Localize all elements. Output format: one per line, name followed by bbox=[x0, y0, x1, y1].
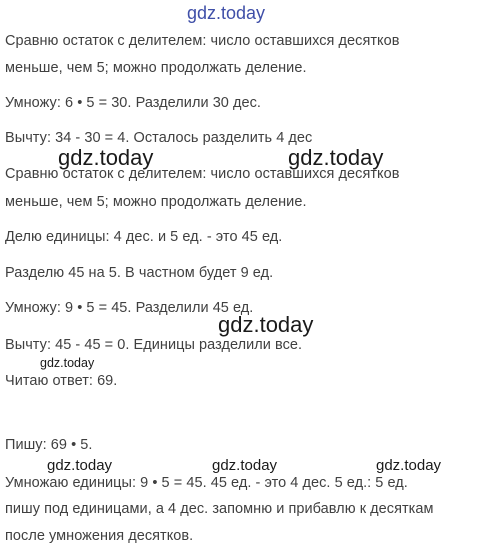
text-line: Разделю 45 на 5. В частном будет 9 ед. bbox=[5, 265, 274, 281]
text-line: после умножения десятков. bbox=[5, 528, 194, 544]
text-line: Умножу: 9 • 5 = 45. Разделили 45 ед. bbox=[5, 300, 254, 316]
text-line: Делю единицы: 4 дес. и 5 ед. - это 45 ед. bbox=[5, 229, 283, 245]
text-line: меньше, чем 5; можно продолжать деление. bbox=[5, 60, 307, 76]
watermark-bottom-left: gdz.today bbox=[47, 457, 113, 474]
watermark-top: gdz.today bbox=[187, 3, 266, 23]
watermark-left: gdz.today bbox=[58, 145, 154, 170]
watermark-small: gdz.today bbox=[40, 356, 95, 370]
text-line: Сравню остаток с делителем: число оставшихся десятков bbox=[5, 166, 400, 182]
text-line: Умножаю единицы: 9 • 5 = 45. 45 ед. - это 4 дес. 5 ед.: 5 ед. bbox=[5, 475, 408, 491]
text-line: Пишу: 69 • 5. bbox=[5, 437, 93, 453]
text-line: меньше, чем 5; можно продолжать деление. bbox=[5, 194, 307, 210]
watermark-bottom-center: gdz.today bbox=[212, 457, 278, 474]
text-line: Умножу: 6 • 5 = 30. Разделили 30 дес. bbox=[5, 95, 262, 111]
watermark-right: gdz.today bbox=[288, 145, 384, 170]
text-line: Читаю ответ: 69. bbox=[5, 373, 118, 389]
text-line: Вычту: 34 - 30 = 4. Осталось разделить 4 дес bbox=[5, 130, 313, 146]
text-line: Вычту: 45 - 45 = 0. Единицы разделили все. bbox=[5, 337, 303, 353]
watermark-bottom-right: gdz.today bbox=[376, 457, 442, 474]
text-line: пишу под единицами, а 4 дес. запомню и прибавлю к десяткам bbox=[5, 501, 434, 517]
watermark-center: gdz.today bbox=[218, 312, 314, 337]
text-line: Сравню остаток с делителем: число оставшихся десятков bbox=[5, 33, 400, 49]
